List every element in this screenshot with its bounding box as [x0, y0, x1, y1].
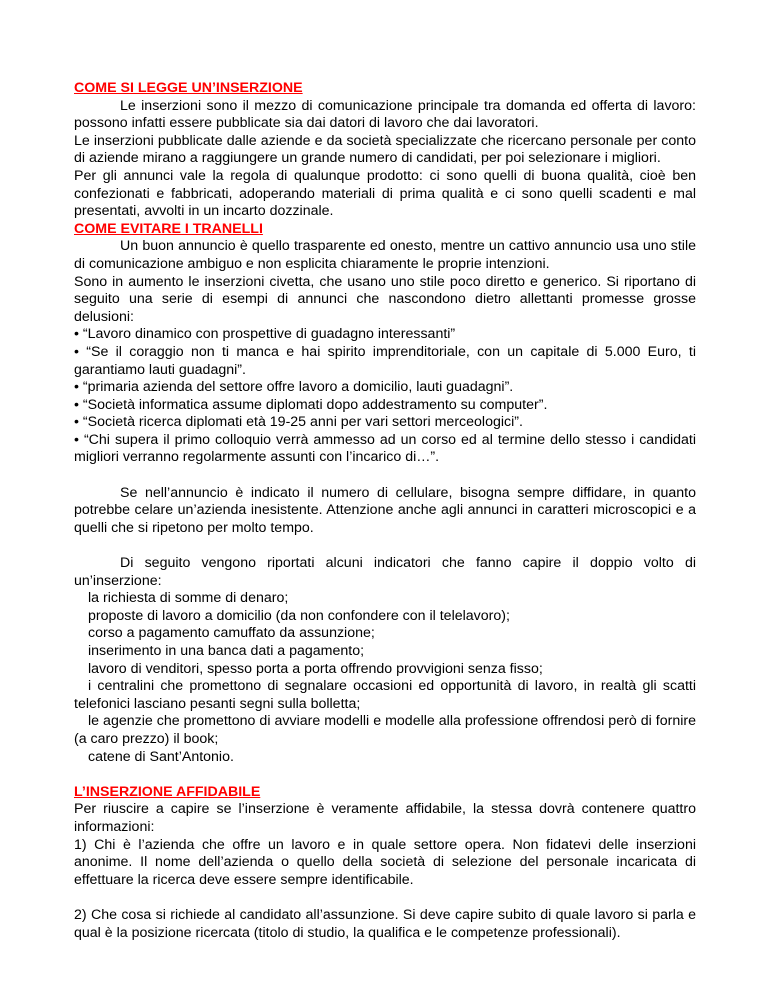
list-item: • “Società ricerca diplomati età 19-25 anni per vari settori merceologici”. — [74, 414, 523, 431]
list-item: la richiesta di somme di denaro; — [88, 590, 289, 607]
paragraph-indicatori: Di seguito vengono riportati alcuni indicatori che fanno capire il doppio volto di un’inserzione: — [74, 555, 696, 589]
list-item: • “primaria azienda del settore offre lavoro a domicilio, lauti guadagni”. — [74, 379, 514, 396]
list-item: le agenzie che promettono di avviare modelli e modelle alla professione offrendosi però di fornire (a caro prezzo) il book; — [74, 713, 696, 747]
list-item: i centralini che promettono di segnalare occasioni ed opportunità di lavoro, in realtà gli scatti telefonici lasciano pesanti segni sulla bolletta; — [74, 678, 696, 712]
heading-come-evitare: COME EVITARE I TRANELLI — [74, 220, 263, 237]
paragraph: Le inserzioni pubblicate dalle aziende e da società specializzate che ricercano personale per conto di aziende mirano a raggiungere un grande numero di candidati, per poi selezionare i migliori. — [74, 132, 696, 167]
list-item: proposte di lavoro a domicilio (da non confondere con il telelavoro); — [88, 607, 510, 624]
list-item: • “Società informatica assume diplomati dopo addestramento su computer”. — [74, 396, 548, 413]
indicators-list — [74, 590, 696, 766]
list-item: inserimento in una banca dati a pagamento; — [88, 643, 365, 659]
list-item: • “Se il coraggio non ti manca e hai spirito imprenditoriale, con un capitale di 5.000 Euro, ti garantiamo lauti guadagni”. — [74, 343, 696, 378]
list-item: catene di Sant’Antonio. — [88, 748, 234, 765]
paragraph: Per riuscire a capire se l’inserzione è veramente affidabile, la stessa dovrà contenere quattro informazioni: — [74, 801, 696, 835]
paragraph: Per gli annunci vale la regola di qualunque prodotto: ci sono quelli di buona qualità, cioè ben confezionati e fabbricati, adoperando materiali di prima qualità e ci sono quelli scadenti e mal presentati, avvolti in un incarto dozzinale. — [74, 167, 696, 220]
paragraph-cellulare: Se nell’annuncio è indicato il numero di cellulare, bisogna sempre diffidare, in quanto potrebbe celare un’azienda inesistente. Attenzione anche agli annunci in caratteri microscopici e a quelli che si ripetono per molto tempo. — [74, 484, 696, 536]
list-item: lavoro di venditori, spesso porta a porta offrendo provvigioni senza fisso; — [88, 660, 543, 677]
paragraph: Sono in aumento le inserzioni civetta, che usano uno stile poco diretto e generico. Si riportano di seguito una serie di esempi di annunci che nascondono dietro allettanti promesse grosse delusioni: — [74, 273, 696, 325]
heading-come-si-legge: COME SI LEGGE UN’INSERZIONE — [74, 80, 303, 96]
paragraph: 1) Chi è l’azienda che offre un lavoro e in quale settore opera. Non fidatevi delle inserzioni anonime. Il nome dell’azienda o quello della società di selezione del personale incaricata di effettuare la ricerca deve essere sempre identificabile. — [74, 836, 696, 888]
paragraph: 2) Che cosa si richiede al candidato all’assunzione. Si deve capire subito di quale lavoro si parla e qual è la posizione ricercata (titolo di studio, la qualifica e le competenze professionali). — [74, 906, 696, 941]
document-page — [74, 80, 696, 942]
paragraph: Un buon annuncio è quello trasparente ed onesto, mentre un cattivo annuncio usa uno stile di comunicazione ambiguo e non esplicita chiaramente le proprie intenzioni. — [74, 238, 696, 272]
examples-list — [74, 326, 696, 467]
list-item: corso a pagamento camuffato da assunzione; — [88, 625, 375, 642]
list-item: • “Lavoro dinamico con prospettive di guadagno interessanti” — [74, 326, 456, 343]
heading-inserzione-affidabile: L’INSERZIONE AFFIDABILE — [74, 783, 261, 800]
list-item: • “Chi supera il primo colloquio verrà ammesso ad un corso ed al termine dello stesso i candidati migliori verranno regolarmente assunti con l’incarico di…”. — [74, 431, 696, 466]
paragraph: Le inserzioni sono il mezzo di comunicazione principale tra domanda ed offerta di lavoro: possono infatti essere pubblicate sia dai datori di lavoro che dai lavoratori. — [74, 97, 696, 132]
